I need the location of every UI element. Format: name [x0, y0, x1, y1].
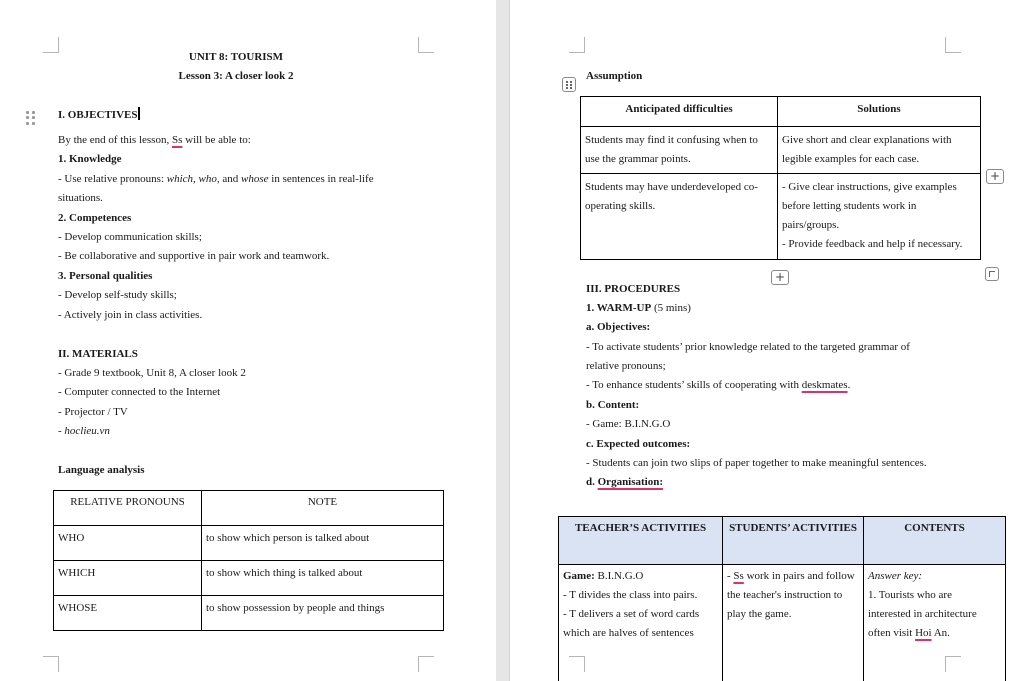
cell-line: - Provide feedback and help if necessary. — [782, 238, 963, 250]
text: - Use relative pronouns: — [58, 173, 167, 185]
margin-corner-top-left — [569, 37, 585, 53]
cell-line: Students may have underdeveloped co- — [585, 181, 758, 193]
language-analysis-heading: Language analysis — [58, 464, 145, 476]
cell-line — [563, 567, 718, 586]
intro-text: By the end of this lesson, — [58, 134, 172, 146]
cell-line: legible examples for each case. — [782, 153, 920, 165]
assumption-table[interactable] — [580, 96, 981, 260]
table-row — [559, 565, 1006, 681]
cell-line: - T delivers a set of word cards — [563, 608, 700, 620]
objective-item: - To activate students’ prior knowledge related to the targeted grammar of — [586, 341, 910, 353]
cell-line: before letting students work in — [782, 200, 917, 212]
cell-line: which are halves of sentences — [563, 627, 694, 639]
spelling-flag[interactable]: Ss — [171, 134, 183, 146]
table-header-cell[interactable]: CONTENTS — [864, 517, 1006, 565]
objectives-heading[interactable] — [58, 106, 140, 125]
table-cell[interactable] — [778, 174, 981, 260]
material-item: - Projector / TV — [58, 406, 128, 418]
text: - — [58, 425, 65, 437]
quality-item: - Actively join in class activities. — [58, 309, 203, 321]
cell-line: interested in architecture — [868, 608, 977, 620]
cell-line: use the grammar points. — [585, 153, 691, 165]
outcomes-subheading: c. Expected outcomes: — [586, 438, 691, 450]
cell-line: - T divides the class into pairs. — [563, 589, 698, 601]
table-header-row — [54, 491, 444, 526]
table-row — [581, 127, 981, 174]
document-page-1[interactable] — [0, 0, 496, 681]
table-cell[interactable] — [581, 174, 778, 260]
text-cursor — [138, 107, 140, 120]
term-which: which — [166, 173, 194, 185]
spelling-flag[interactable]: Hoi — [915, 627, 932, 639]
text: d. — [586, 476, 598, 488]
material-item: - Grade 9 textbook, Unit 8, A closer look 2 — [58, 367, 246, 379]
cell-line: Give short and clear explanations with — [782, 134, 952, 146]
warmup-label: 1. WARM-UP — [586, 302, 652, 314]
cell-line — [868, 624, 1001, 643]
table-header-cell[interactable]: Anticipated difficulties — [581, 97, 778, 127]
margin-corner-top-right — [418, 37, 434, 53]
material-item — [58, 422, 110, 441]
table-header-cell[interactable]: STUDENTS’ ACTIVITIES — [723, 517, 864, 565]
table-cell[interactable]: WHICH — [54, 561, 202, 596]
text: - — [727, 570, 734, 582]
table-cell[interactable]: to show which thing is talked about — [202, 561, 444, 596]
margin-corner-bottom-right — [418, 656, 434, 672]
spelling-flag[interactable]: Organisation: — [597, 476, 664, 488]
text: , and — [216, 173, 242, 185]
table-cell[interactable]: WHO — [54, 526, 202, 561]
game-name: B.I.N.G.O — [594, 570, 644, 582]
cell-line: operating skills. — [585, 200, 656, 212]
teacher-activities-cell[interactable] — [559, 565, 723, 681]
warmup-heading — [586, 299, 691, 318]
table-cell[interactable] — [778, 127, 981, 174]
knowledge-heading: 1. Knowledge — [58, 153, 122, 165]
cell-line: 1. Tourists who are — [868, 589, 952, 601]
table-header-cell[interactable]: NOTE — [202, 491, 444, 526]
table-header-row — [581, 97, 981, 127]
content-subheading: b. Content: — [586, 399, 640, 411]
qualities-heading: 3. Personal qualities — [58, 270, 153, 282]
warmup-duration: (5 mins) — [651, 302, 691, 314]
material-link-text: hoclieu.vn — [64, 425, 110, 437]
page-gutter — [496, 0, 510, 681]
knowledge-line-2: situations. — [58, 192, 103, 204]
table-cell[interactable]: to show possession by people and things — [202, 596, 444, 631]
text: , — [193, 173, 199, 185]
objective-item-cont: relative pronouns; — [586, 360, 666, 372]
text: work in pairs and follow — [743, 570, 855, 582]
table-row — [54, 526, 444, 561]
knowledge-line-1 — [58, 170, 374, 189]
table-cell[interactable]: WHOSE — [54, 596, 202, 631]
margin-corner-bottom-left — [43, 656, 59, 672]
game-label: Game: — [563, 570, 595, 582]
competences-heading: 2. Competences — [58, 212, 132, 224]
objectives-subheading: a. Objectives: — [586, 321, 651, 333]
table-row — [581, 174, 981, 260]
materials-heading: II. MATERIALS — [58, 348, 138, 360]
lesson-subtitle: Lesson 3: A closer look 2 — [178, 70, 294, 82]
table-cell[interactable]: to show which person is talked about — [202, 526, 444, 561]
text: . — [847, 379, 851, 391]
table-header-cell[interactable]: Solutions — [778, 97, 981, 127]
activities-table[interactable] — [558, 516, 1006, 681]
text: often visit — [868, 627, 916, 639]
language-analysis-table[interactable] — [53, 490, 444, 631]
paragraph-drag-handle-icon[interactable] — [26, 111, 36, 125]
objectives-intro — [58, 131, 251, 150]
table-row — [54, 561, 444, 596]
text: in sentences in real-life — [268, 173, 374, 185]
cell-line: the teacher's instruction to — [727, 589, 843, 601]
cell-line: Students may find it confusing when to — [585, 134, 758, 146]
material-item: - Computer connected to the Internet — [58, 386, 221, 398]
students-activities-cell[interactable] — [723, 565, 864, 681]
answer-key-label: Answer key: — [868, 570, 923, 582]
margin-corner-top-left — [43, 37, 59, 53]
content-item: - Game: B.I.N.G.O — [586, 418, 671, 430]
cell-line — [727, 567, 859, 586]
term-whose: whose — [241, 173, 269, 185]
assumption-heading: Assumption — [586, 70, 643, 82]
margin-corner-top-right — [945, 37, 961, 53]
spelling-flag[interactable]: Ss — [733, 570, 744, 582]
intro-text-end: will be able to: — [182, 134, 251, 146]
text: An. — [931, 627, 950, 639]
table-cell[interactable] — [581, 127, 778, 174]
cell-line: pairs/groups. — [782, 219, 840, 231]
quality-item: - Develop self-study skills; — [58, 289, 177, 301]
add-row-button[interactable]: + — [771, 270, 789, 285]
competence-item: - Be collaborative and supportive in pair work and teamwork. — [58, 250, 330, 262]
add-column-button[interactable]: + — [986, 169, 1004, 184]
cell-line: play the game. — [727, 608, 792, 620]
table-header-cell[interactable]: TEACHER’S ACTIVITIES — [559, 517, 723, 565]
competence-item: - Develop communication skills; — [58, 231, 202, 243]
spelling-flag[interactable]: deskmates — [801, 379, 848, 391]
cell-line: - Give clear instructions, give examples — [782, 181, 957, 193]
table-header-cell[interactable]: RELATIVE PRONOUNS — [54, 491, 202, 526]
table-resize-handle-icon[interactable] — [985, 267, 999, 281]
text: - To enhance students’ skills of cooperating with — [586, 379, 802, 391]
objective-item — [586, 376, 850, 395]
term-who: who — [198, 173, 217, 185]
document-title: UNIT 8: TOURISM — [188, 51, 284, 63]
organisation-subheading — [586, 473, 663, 492]
table-header-row — [559, 517, 1006, 565]
outcomes-item: - Students can join two slips of paper together to make meaningful sentences. — [586, 457, 927, 469]
procedures-heading: III. PROCEDURES — [586, 283, 681, 295]
table-move-handle-icon[interactable] — [562, 77, 576, 92]
objectives-heading-text: I. OBJECTIVES — [58, 109, 138, 121]
contents-cell[interactable] — [864, 565, 1006, 681]
table-row — [54, 596, 444, 631]
